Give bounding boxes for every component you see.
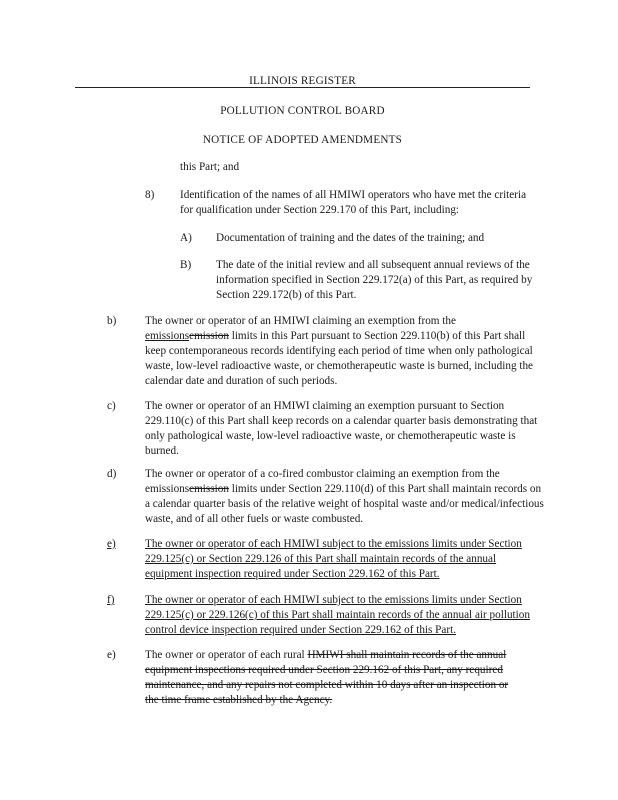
subsection-e-new-label: e) — [107, 538, 116, 550]
deleted-text: the time frame established by the Agency. — [145, 694, 333, 706]
inserted-text: emissions — [145, 330, 190, 342]
subsection-c-label: c) — [107, 400, 116, 412]
subsection-d-label: d) — [107, 468, 117, 480]
subsection-f-label: f) — [107, 594, 115, 606]
deleted-text: emission — [189, 330, 229, 342]
subsection-f-text: The owner or operator of each HMIWI subject to the emissions limits under Section 229.125(c) or 229.126(c) of this Part shall maintain records of the annual air pollution control device inspection required under Section 229.162 of this Part. — [145, 594, 530, 636]
item-8-label: 8) — [145, 189, 155, 201]
subsection-b-text: The owner or operator of an HMIWI claiming an exemption from the emissionsemission limits in this Part pursuant to Section 229.110(b) of this Part shall keep contemporaneous records identifying each period of time when only pathological waste, low-level radioactive waste, or chemotherapeutic waste is burned, including the calendar date and duration of such periods. — [145, 315, 534, 387]
subsection-b-label: b) — [107, 315, 117, 327]
subsection-e-old-text: The owner or operator of each rural HMIWI shall maintain records of the annual equipment inspections required under Section 229.162 of this Part, any required maintenance, and any repairs not completed within 10 days after an inspection or the time frame established by the Agency. — [145, 649, 509, 706]
register-title: ILLINOIS REGISTER — [249, 75, 356, 87]
deleted-text: equipment inspections required under Section 229.162 of this Part, any required — [145, 664, 503, 676]
subsection-e-new-text: The owner or operator of each HMIWI subject to the emissions limits under Section 229.125(c) or Section 229.126 of this Part shall maintain records of the annual equipment inspection required under Section 229.162 of this Part. — [145, 538, 522, 580]
subsection-e-old-label: e) — [107, 649, 116, 661]
deleted-text: HMIWI shall maintain records of the annual — [307, 649, 507, 661]
notice-title: NOTICE OF ADOPTED AMENDMENTS — [202, 134, 403, 146]
board-title: POLLUTION CONTROL BOARD — [220, 105, 385, 117]
item-8b-label: B) — [180, 259, 192, 271]
item-8a-text: Documentation of training and the dates of the training; and — [216, 232, 485, 244]
item-8a-label: A) — [180, 232, 192, 244]
item-8-text: Identification of the names of all HMIWI operators who have met the criteria for qualification under Section 229.170 of this Part, including: — [180, 189, 527, 216]
subsection-c-text: The owner or operator of an HMIWI claiming an exemption pursuant to Section 229.110(c) of this Part shall keep records on a calendar quarter basis demonstrating that only pathological waste, low-level radioactive waste, or chemotherapeutic waste is burned. — [145, 400, 538, 457]
deleted-text: maintenance, and any repairs not completed within 10 days after an inspection or — [145, 679, 509, 691]
item-8b-text: The date of the initial review and all subsequent annual reviews of the information specified in Section 229.172(a) of this Part, as required by Section 229.172(b) of this Part. — [216, 259, 533, 301]
subsection-d-text: The owner or operator of a co-fired combustor claiming an exemption from the emissionsemission limits under Section 229.110(d) of this Part shall maintain records on a calendar quarter basis of the relative weight of hospital waste and/or medical/infectious waste, and of all other fuels or waste combusted. — [145, 468, 544, 525]
continuation-text: this Part; and — [180, 161, 240, 173]
deleted-text: emission — [189, 483, 229, 495]
